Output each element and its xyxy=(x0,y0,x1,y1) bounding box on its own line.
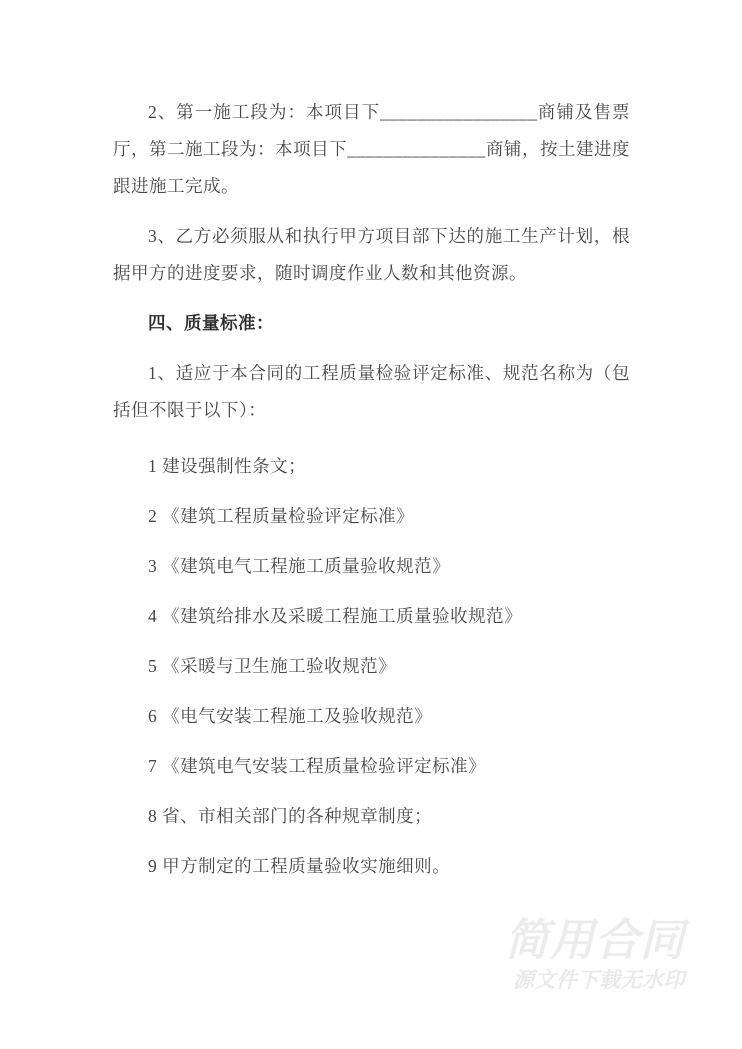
paragraph-clause-2: 2、第一施工段为：本项目下_________________商铺及售票厅，第二施工段为：本项目下_______________商铺，按土建进度跟进施工完成。 xyxy=(113,102,630,196)
list-item-standard-6: 6 《电气安装工程施工及验收规范》 xyxy=(148,706,433,726)
list-item-standard-7: 7 《建筑电气安装工程质量检验评定标准》 xyxy=(148,756,487,776)
watermark-brand-text: 简用合同 xyxy=(505,916,685,965)
watermark-tagline-text: 源文件下载无水印 xyxy=(513,969,685,992)
list-item-standard-1: 1 建设强制性条文； xyxy=(148,456,307,476)
list-item-standard-5: 5 《采暖与卫生施工验收规范》 xyxy=(148,656,397,676)
list-item-standard-9: 9 甲方制定的工程质量验收实施细则。 xyxy=(148,856,451,876)
paragraph-quality-clause-1: 1、适应于本合同的工程质量检验评定标准、规范名称为（包括但不限于以下）： xyxy=(113,363,630,420)
list-item-standard-3: 3 《建筑电气工程施工质量验收规范》 xyxy=(148,556,451,576)
list-item-standard-4: 4 《建筑给排水及采暖工程施工质量验收规范》 xyxy=(148,606,523,626)
list-item-standard-2: 2 《建筑工程质量检验评定标准》 xyxy=(148,506,415,526)
site-watermark xyxy=(505,916,685,993)
list-item-standard-8: 8 省、市相关部门的各种规章制度； xyxy=(148,806,433,826)
paragraph-clause-3: 3、乙方必须服从和执行甲方项目部下达的施工生产计划，根据甲方的进度要求，随时调度作业人数和其他资源。 xyxy=(113,226,630,283)
document-content xyxy=(113,94,630,898)
heading-section-quality: 四、质量标准： xyxy=(148,313,274,333)
